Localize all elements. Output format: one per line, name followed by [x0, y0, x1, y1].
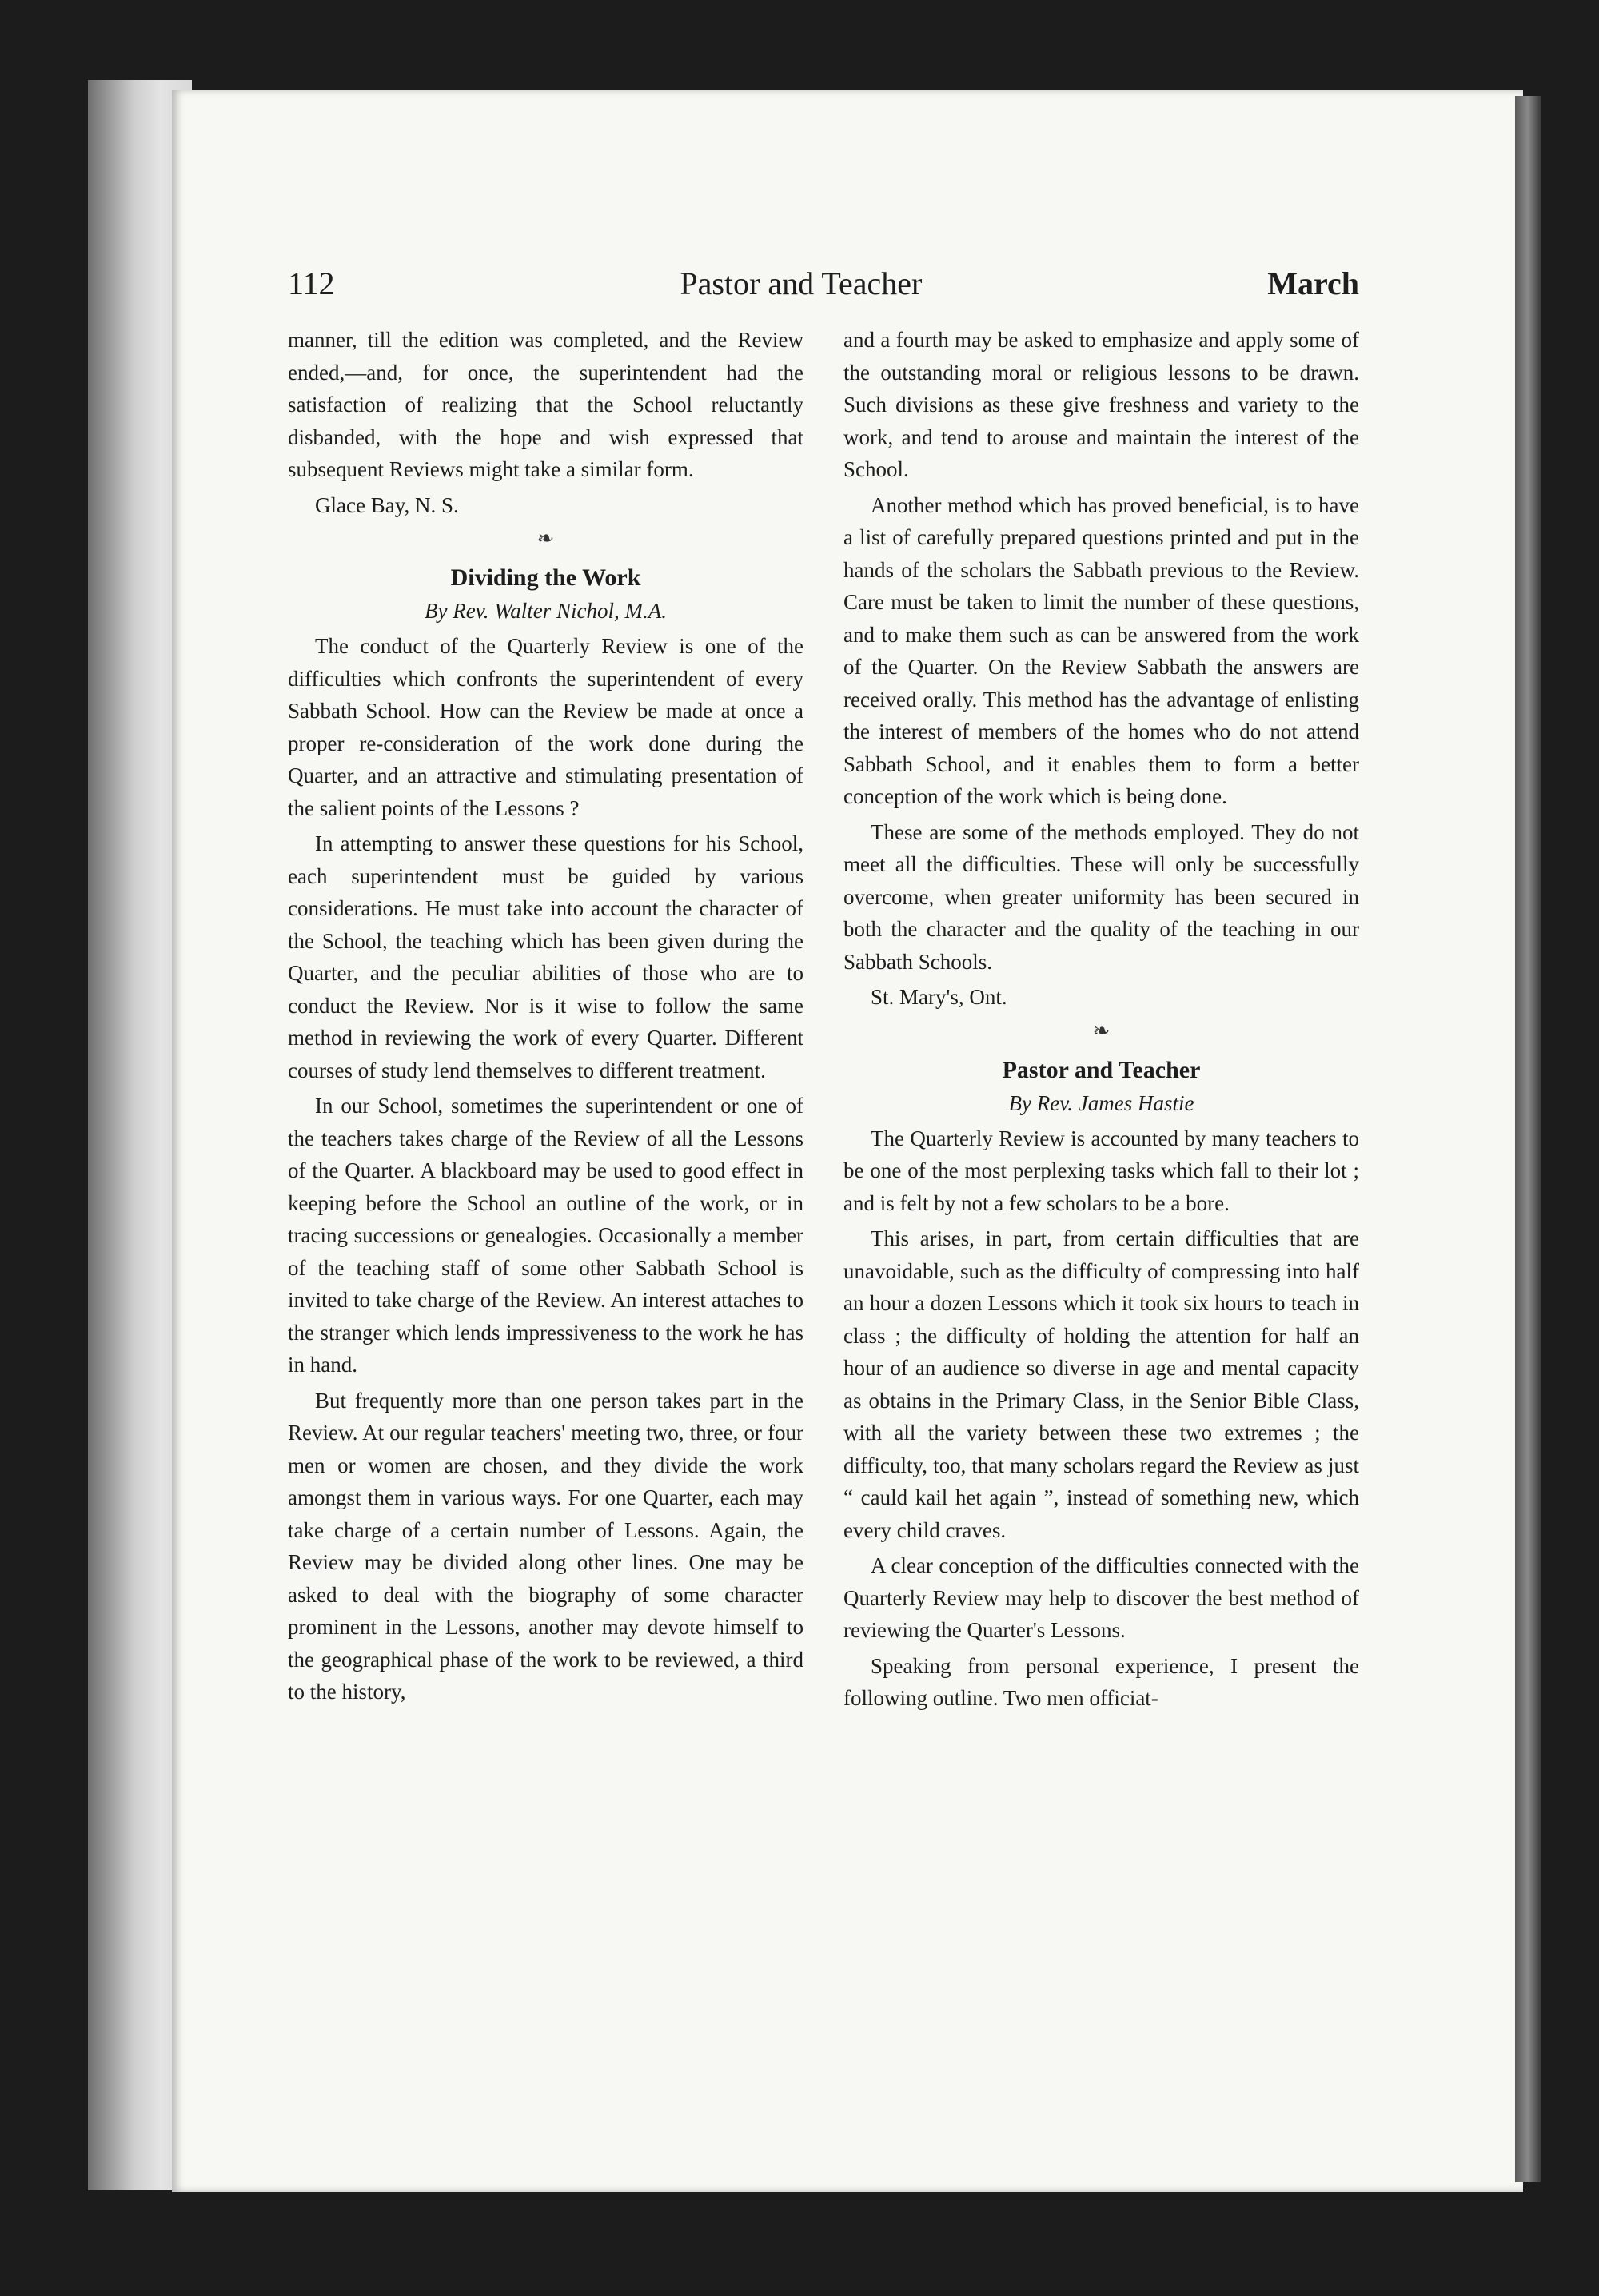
paragraph: In our School, sometimes the superintendent or one of the teachers takes charge of the Review of all the Lessons of the Quarter. A blackboard may be used to good effect in keeping before the School an outline of the work, or in tracing successions or genealogies. Occasionally a member of the teaching staff of some other Sabbath School is invited to take charge of the Review. An interest attaches to the stranger which lends impressiveness to the work he has in hand. — [288, 1094, 803, 1377]
two-column-body — [288, 324, 1359, 1715]
paragraph: The Quarterly Review is accounted by many teachers to be one of the most perplexing tasks which fall to their lot ; and is felt by not a few scholars to be a bore. — [843, 1126, 1359, 1215]
right-column — [843, 324, 1359, 1715]
paragraph: A clear conception of the difficulties connected with the Quarterly Review may help to discover the best method of reviewing the Quarter's Lessons. — [843, 1553, 1359, 1642]
left-column — [288, 324, 803, 1715]
article-byline: By Rev. Walter Nichol, M.A. — [425, 599, 667, 623]
paragraph: The conduct of the Quarterly Review is one of the difficulties which confronts the superintendent of every Sabbath School. How can the Review be made at once a proper re-consideration of the work done during the Quarter, and an attractive and stimulating presentation of the salient points of the Lessons ? — [288, 634, 803, 820]
paragraph: This arises, in part, from certain difficulties that are unavoidable, such as the difficulty of compressing into half an hour a dozen Lessons which it took six hours to teach in class ; the difficulty of holding the attention for half an hour of an audience so diverse in age and mental capacity as obtains in the Primary Class, in the Senior Bible Class, with all the variety between these two extremes ; the difficulty, too, that many scholars regard the Review as just “ cauld kail het again ”, instead of something new, which every child craves. — [843, 1226, 1359, 1542]
paragraph: In attempting to answer these questions for his School, each superintendent must be guided by various considerations. He must take into account the character of the School, the teaching which has been given during the Quarter, and the peculiar abilities of those who are to conduct the Review. Nor is it wise to follow the same method in reviewing the work of every Quarter. Different courses of study lend themselves to different treatment. — [288, 831, 803, 1082]
running-month: March — [1267, 265, 1359, 301]
paragraph: Speaking from personal experience, I present the following outline. Two men officiat- — [843, 1653, 1359, 1710]
continued-paragraph: and a fourth may be asked to emphasize and apply some of the outstanding moral or religious lessons to be drawn. Such divisions as these give freshness and variety to the work, and tend to arouse and maintain the interest of the School. — [843, 328, 1359, 481]
article-location: Glace Bay, N. S. — [315, 492, 459, 517]
ornament-icon: ❧ — [536, 527, 555, 550]
running-head — [288, 260, 1359, 308]
paragraph: Another method which has proved beneficial, is to have a list of carefully prepared questions printed and put in the hands of the scholars the Sabbath previous to the Review. Care must be taken to limit the number of these questions, and to make them such as can be answered from the work of the Quarter. On the Review Sabbath the answers are received orally. This method has the advantage of enlisting the interest of members of the homes who do not attend Sabbath School, and it enables them to form a better conception of the work which is being done. — [843, 492, 1359, 808]
running-title: Pastor and Teacher — [680, 265, 923, 301]
page-content — [288, 260, 1359, 1715]
paragraph: These are some of the methods employed. They do not meet all the difficulties. These will only be successfully overcome, when greater uniformity has been secured in both the character and the quality of the teaching in our Sabbath Schools. — [843, 819, 1359, 974]
article-title: Pastor and Teacher — [1002, 1056, 1201, 1083]
page-number: 112 — [288, 265, 335, 301]
article-location: St. Mary's, Ont. — [871, 985, 1007, 1009]
continued-paragraph: manner, till the edition was completed, and the Review ended,—and, for once, the superintendent had the satisfaction of realizing that the School reluctantly disbanded, with the hope and wish expressed that subsequent Reviews might take a similar form. — [288, 328, 803, 481]
paragraph: But frequently more than one person takes part in the Review. At our regular teachers' meeting two, three, or four men or women are chosen, and they divide the work amongst them in various ways. For one Quarter, each may take charge of a certain number of Lessons. Again, the Review may be divided along other lines. One may be asked to deal with the biography of some character prominent in the Lessons, another may devote himself to the geographical phase of the work to be reviewed, a third to the history, — [288, 1388, 803, 1704]
binding-shadow — [1515, 96, 1541, 2182]
article-title: Dividing the Work — [450, 564, 641, 591]
article-byline: By Rev. James Hastie — [1008, 1090, 1194, 1115]
ornament-icon: ❧ — [1092, 1018, 1111, 1042]
